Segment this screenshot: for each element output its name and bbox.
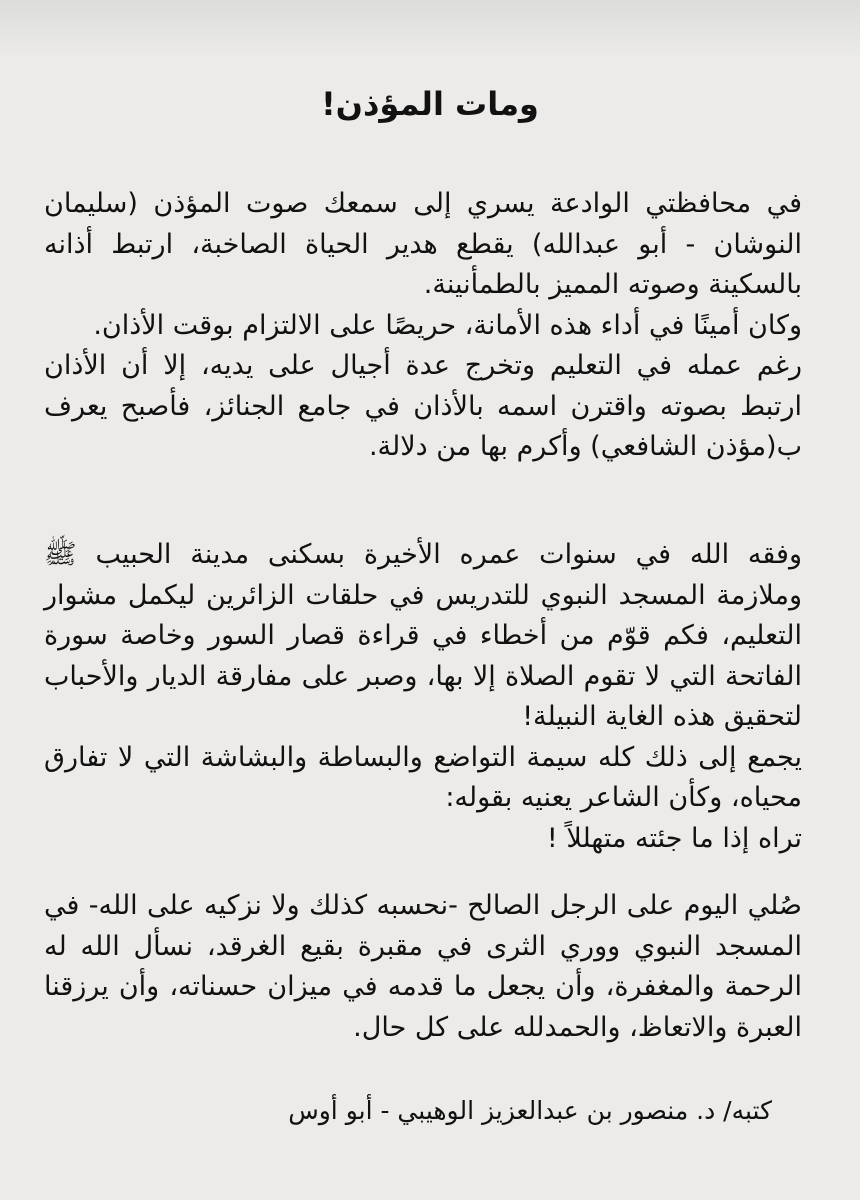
paragraph: رغم عمله في التعليم وتخرج عدة أجيال على يديه، إلا أن الأذان ارتبط بصوته واقترن اسمه بالأذان في جامع الجنائز، فأصبح يعرف ب(مؤذن الشافعي) وأكرم بها من دلالة.: [44, 350, 802, 462]
verse-line: تراه إذا ما جئته متهللاً !: [546, 822, 802, 854]
article-title: ومات المؤذن!: [321, 85, 539, 123]
paragraph: وكان أمينًا في أداء هذه الأمانة، حريصًا على الالتزام بوقت الأذان.: [93, 309, 802, 341]
paragraph: يجمع إلى ذلك كله سيمة التواضع والبساطة والبشاشة التي لا تفارق محياه، وكأن الشاعر يعنيه بقوله:: [44, 741, 802, 813]
article-section-3: [44, 886, 802, 1048]
article-section-1: [44, 184, 802, 468]
author-signature: كتبه/ د. منصور بن عبدالعزيز الوهيبي - أبو أوس: [288, 1096, 772, 1125]
article-section-2: [44, 535, 802, 859]
paragraph: في محافظتي الوادعة يسري إلى سمعك صوت المؤذن (سليمان النوشان - أبو عبدالله) يقطع هدير الحياة الصاخبة، ارتبط أذانه بالسكينة وصوته المميز بالطمأنينة.: [44, 188, 802, 300]
paragraph: صُلي اليوم على الرجل الصالح -نحسبه كذلك ولا نزكيه على الله- في المسجد النبوي ووري الثرى في مقبرة بقيع الغرقد، نسأل الله له الرحمة والمغفرة، وأن يجعل ما قدمه في ميزان حسناته، وأن يرزقنا العبرة والاتعاظ، والحمدلله على كل حال.: [44, 890, 802, 1043]
paragraph: وفقه الله في سنوات عمره الأخيرة بسكنى مدينة الحبيب ﷺ وملازمة المسجد النبوي للتدريس في حلقات الزائرين ليكمل مشوار التعليم، فكم قوّم من أخطاء في قراءة قصار السور وخاصة سورة الفاتحة التي لا تقوم الصلاة إلا بها، وصبر على مفارقة الديار والأحباب لتحقيق هذه الغاية النبيلة!: [44, 539, 802, 732]
